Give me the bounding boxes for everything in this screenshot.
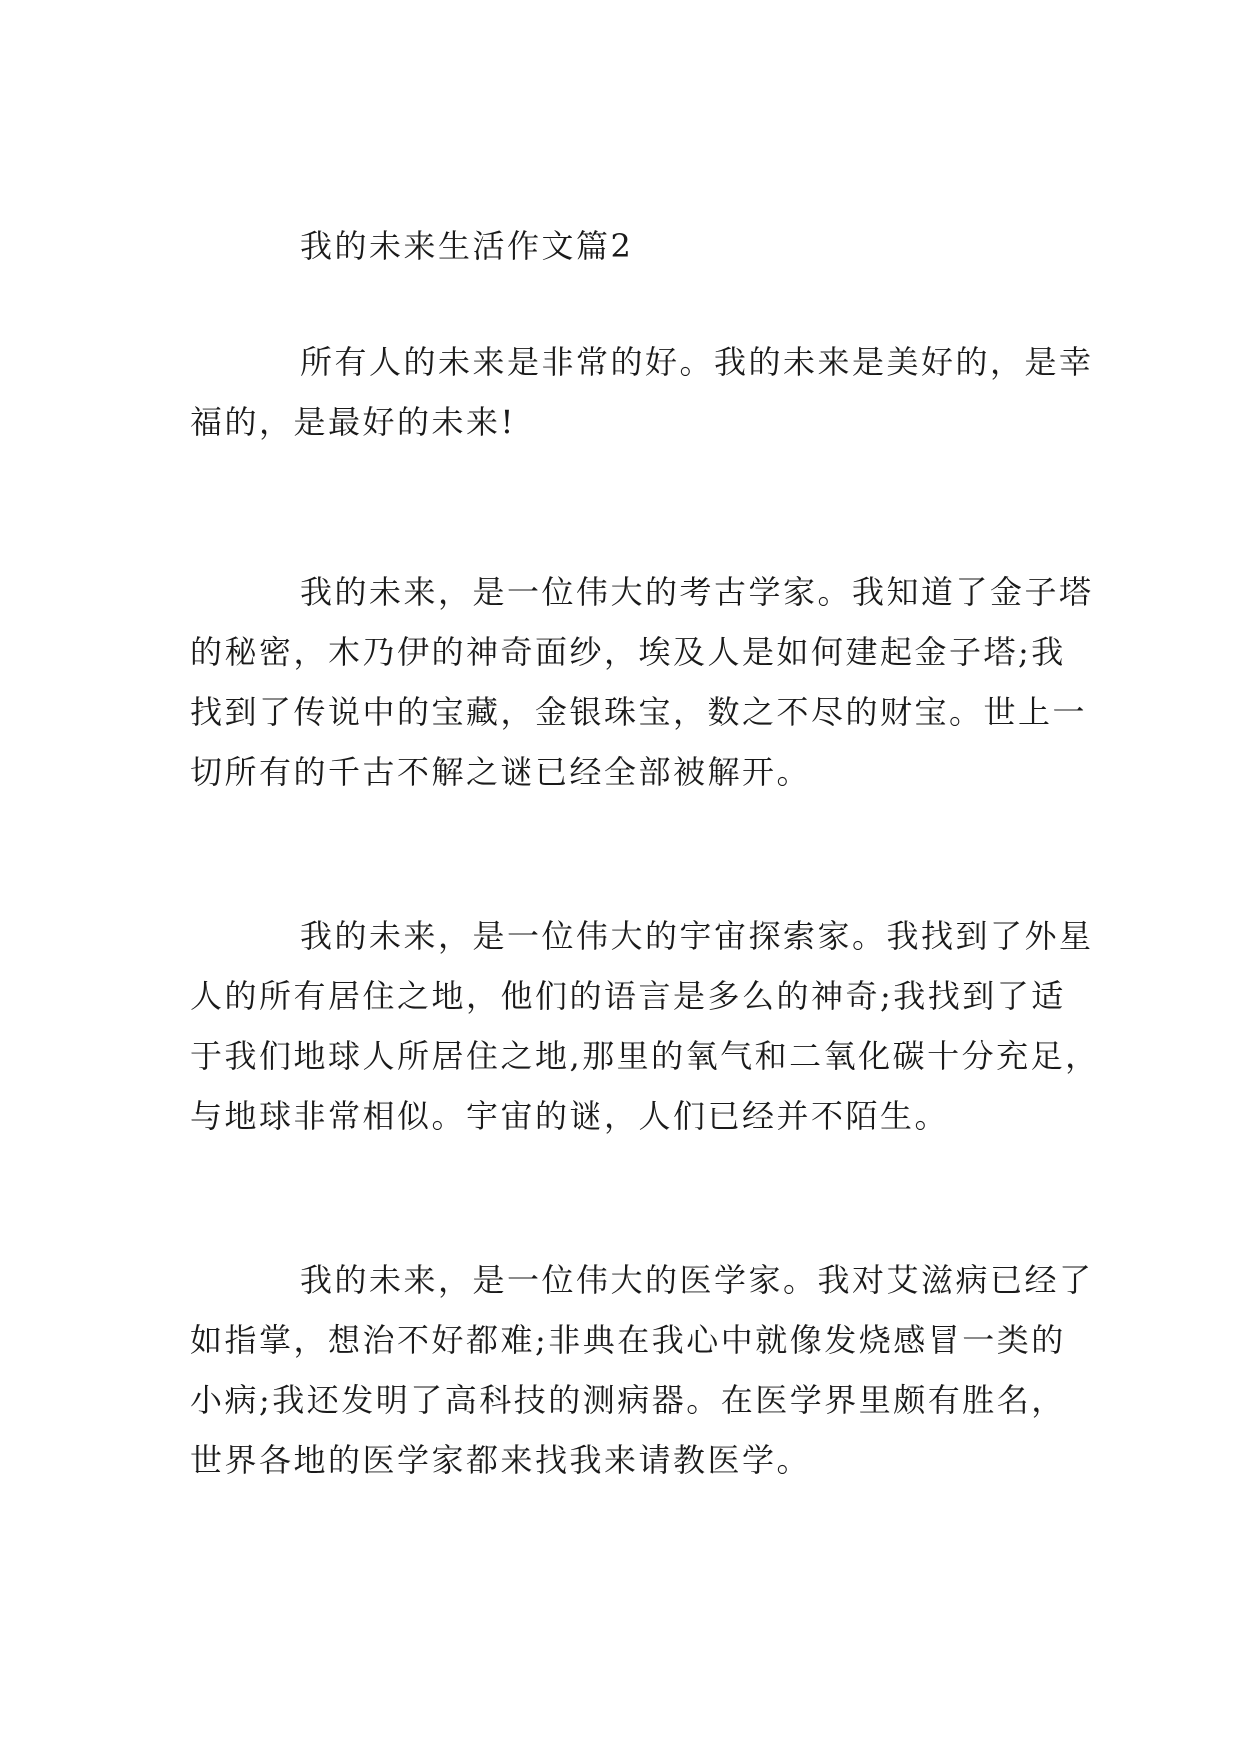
paragraph-line: 小病;我还发明了高科技的测病器。在医学界里颇有胜名， [190,1381,1066,1419]
paragraph-4 [190,1250,1094,1490]
paragraph-line: 于我们地球人所居住之地,那里的氧气和二氧化碳十分充足， [190,1037,1100,1075]
paragraph-line: 人的所有居住之地，他们的语言是多么的神奇;我找到了适 [190,977,1066,1015]
paragraph-line: 如指掌，想治不好都难;非典在我心中就像发烧感冒一类的 [190,1321,1066,1359]
paragraph-line: 所有人的未来是非常的好。我的未来是美好的，是幸 [300,343,1094,381]
paragraph-line: 切所有的千古不解之谜已经全部被解开。 [190,753,812,791]
paragraph-line: 我的未来，是一位伟大的宇宙探索家。我找到了外星 [300,917,1094,955]
paragraph-1 [190,332,1094,452]
paragraph-line: 世界各地的医学家都来找我来请教医学。 [190,1441,812,1479]
paragraph-2 [190,562,1094,802]
paragraph-line: 的秘密，木乃伊的神奇面纱，埃及人是如何建起金子塔;我 [190,633,1066,671]
paragraph-line: 我的未来，是一位伟大的医学家。我对艾滋病已经了 [300,1261,1094,1299]
title-line: 我的未来生活作文篇2 [300,227,634,265]
paragraph-line: 与地球非常相似。宇宙的谜，人们已经并不陌生。 [190,1097,950,1135]
paragraph-line: 找到了传说中的宝藏，金银珠宝，数之不尽的财宝。世上一 [190,693,1088,731]
paragraph-line: 我的未来，是一位伟大的考古学家。我知道了金子塔 [300,573,1094,611]
paragraph-line: 福的，是最好的未来! [190,403,516,441]
document-title [190,216,1052,276]
paragraph-3 [190,906,1100,1146]
